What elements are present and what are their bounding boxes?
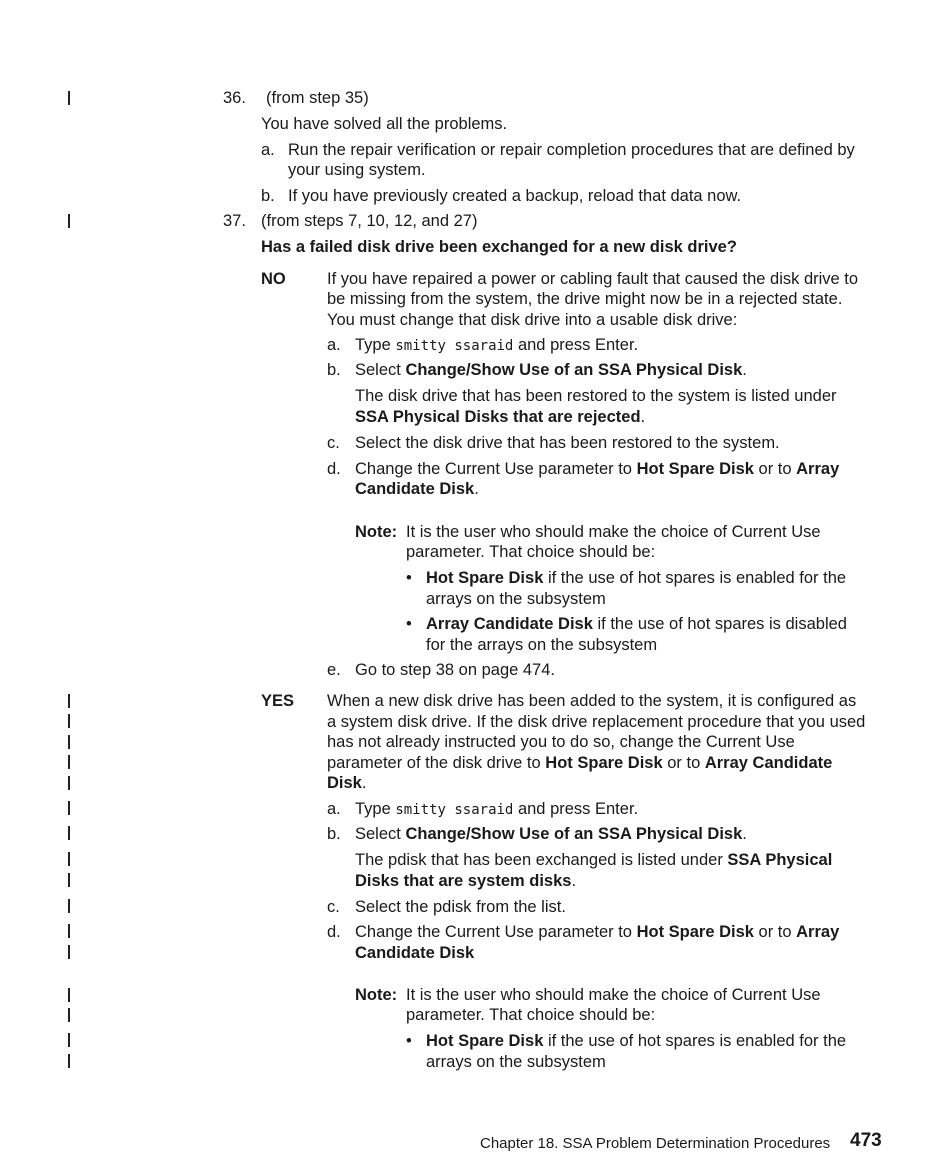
note-label: Note: <box>355 986 398 1004</box>
bullet-text <box>426 614 847 634</box>
list-marker: d. <box>327 923 341 941</box>
list-item-text <box>355 360 747 380</box>
bullet: • <box>406 1032 412 1050</box>
list-marker: b. <box>327 361 341 379</box>
list-item-detail <box>355 850 832 870</box>
text: The pdisk that has been exchanged is listed under <box>355 851 728 869</box>
text: Change the Current Use parameter to <box>355 460 637 478</box>
step-question: Has a failed disk drive been exchanged for a new disk drive? <box>261 238 737 256</box>
text: Type <box>355 336 396 354</box>
revision-bar <box>68 91 70 105</box>
option-name: Hot Spare Disk <box>636 923 754 941</box>
list-marker: c. <box>327 434 340 452</box>
list-marker: c. <box>327 898 340 916</box>
bullet-text: for the arrays on the subsystem <box>426 636 658 654</box>
option-name: Candidate Disk <box>355 480 475 498</box>
list-item-text <box>355 943 474 963</box>
menu-option: Change/Show Use of an SSA Physical Disk <box>405 825 743 843</box>
revision-bar <box>68 899 70 913</box>
text: if the use of hot spares is enabled for the <box>543 569 847 587</box>
paragraph: You must change that disk drive into a usable disk drive: <box>327 311 738 329</box>
text: if the use of hot spares is disabled <box>592 615 847 633</box>
option-name: Candidate Disk <box>355 944 475 962</box>
step-reference: (from step 35) <box>266 89 369 107</box>
note-text: parameter. That choice should be: <box>406 1006 656 1024</box>
no-label: NO <box>261 270 286 288</box>
paragraph: If you have repaired a power or cabling fault that caused the disk drive to <box>327 270 859 288</box>
step-reference: (from steps 7, 10, 12, and 27) <box>261 212 478 230</box>
revision-bar <box>68 755 70 769</box>
paragraph: be missing from the system, the drive might now be in a rejected state. <box>327 290 843 308</box>
list-item-text <box>355 922 839 942</box>
text: Change the Current Use parameter to <box>355 923 637 941</box>
text: or to <box>753 923 797 941</box>
revision-bar <box>68 801 70 815</box>
revision-bar <box>68 1054 70 1068</box>
list-item-text: Run the repair verification or repair completion procedures that are defined by <box>288 141 855 159</box>
list-item-text: Select the disk drive that has been restored to the system. <box>355 434 780 452</box>
revision-bar <box>68 873 70 887</box>
revision-bar <box>68 214 70 228</box>
text: if the use of hot spares is enabled for the <box>543 1032 847 1050</box>
text: Select <box>355 361 406 379</box>
list-item-text <box>355 459 839 479</box>
revision-bar <box>68 735 70 749</box>
bullet: • <box>406 615 412 633</box>
step-number: 36. <box>223 89 246 107</box>
option-name: Hot Spare Disk <box>426 1032 544 1050</box>
command-text: smitty ssaraid <box>395 802 514 818</box>
revision-bar <box>68 826 70 840</box>
option-name: Array Candidate Disk <box>426 615 593 633</box>
option-name: Array <box>796 923 840 941</box>
menu-option: Disks that are system disks <box>355 872 572 890</box>
list-item-text: Select the pdisk from the list. <box>355 898 566 916</box>
list-item-text <box>355 479 479 499</box>
list-item-text: your using system. <box>288 161 426 179</box>
option-name: Array Candidate <box>704 754 833 772</box>
paragraph <box>327 753 832 773</box>
menu-option: SSA Physical Disks that are rejected <box>355 408 641 426</box>
revision-bar <box>68 924 70 938</box>
note-text: It is the user who should make the choice of Current Use <box>406 986 821 1004</box>
menu-option: Change/Show Use of an SSA Physical Disk <box>405 361 743 379</box>
text: Type <box>355 800 396 818</box>
revision-bar <box>68 945 70 959</box>
list-marker: b. <box>261 187 275 205</box>
paragraph <box>327 773 366 793</box>
text: and press Enter. <box>513 336 639 354</box>
text: parameter of the disk drive to <box>327 754 546 772</box>
step-text: You have solved all the problems. <box>261 115 508 133</box>
list-item-text: If you have previously created a backup, reload that data now. <box>288 187 742 205</box>
list-marker: b. <box>327 825 341 843</box>
list-marker: a. <box>261 141 275 159</box>
menu-option: SSA Physical <box>727 851 833 869</box>
list-item-text <box>355 799 638 820</box>
option-name: Hot Spare Disk <box>545 754 663 772</box>
page-number: 473 <box>850 1130 882 1151</box>
option-name: Hot Spare Disk <box>426 569 544 587</box>
bullet: • <box>406 569 412 587</box>
bullet-text: arrays on the subsystem <box>426 1053 606 1071</box>
list-item-detail: The disk drive that has been restored to the system is listed under <box>355 387 837 405</box>
note-label: Note: <box>355 523 398 541</box>
paragraph: a system disk drive. If the disk drive replacement procedure that you used <box>327 713 866 731</box>
step-number: 37. <box>223 212 246 230</box>
revision-bar <box>68 852 70 866</box>
text: . <box>361 774 367 792</box>
note-text: It is the user who should make the choice of Current Use <box>406 523 821 541</box>
text: or to <box>753 460 797 478</box>
list-marker: e. <box>327 661 341 679</box>
list-item-text: Go to step 38 on page 474. <box>355 661 555 679</box>
list-item-detail <box>355 407 645 427</box>
chapter-footer: Chapter 18. SSA Problem Determination Procedures <box>480 1135 831 1152</box>
text: or to <box>662 754 705 772</box>
list-marker: a. <box>327 336 341 354</box>
paragraph: When a new disk drive has been added to the system, it is configured as <box>327 692 857 710</box>
revision-bar <box>68 776 70 790</box>
option-name: Disk <box>327 774 362 792</box>
list-item-detail <box>355 871 576 891</box>
note-text: parameter. That choice should be: <box>406 543 656 561</box>
list-marker: a. <box>327 800 341 818</box>
option-name: Hot Spare Disk <box>636 460 754 478</box>
bullet-text: arrays on the subsystem <box>426 590 606 608</box>
yes-label: YES <box>261 692 295 710</box>
revision-bar <box>68 1033 70 1047</box>
text: Select <box>355 825 406 843</box>
bullet-text <box>426 568 846 588</box>
revision-bar <box>68 694 70 708</box>
list-item-text <box>355 824 747 844</box>
revision-bar <box>68 714 70 728</box>
text: . <box>742 361 747 379</box>
list-item-text <box>355 335 638 356</box>
text: . <box>742 825 747 843</box>
paragraph: has not already instructed you to do so, change the Current Use <box>327 733 795 751</box>
bullet-text <box>426 1031 846 1051</box>
revision-bar <box>68 1008 70 1022</box>
option-name: Array <box>796 460 840 478</box>
text: . <box>571 872 577 890</box>
list-marker: d. <box>327 460 341 478</box>
command-text: smitty ssaraid <box>395 338 514 354</box>
text: . <box>474 480 479 498</box>
revision-bar <box>68 988 70 1002</box>
text: . <box>640 408 646 426</box>
text: and press Enter. <box>513 800 639 818</box>
